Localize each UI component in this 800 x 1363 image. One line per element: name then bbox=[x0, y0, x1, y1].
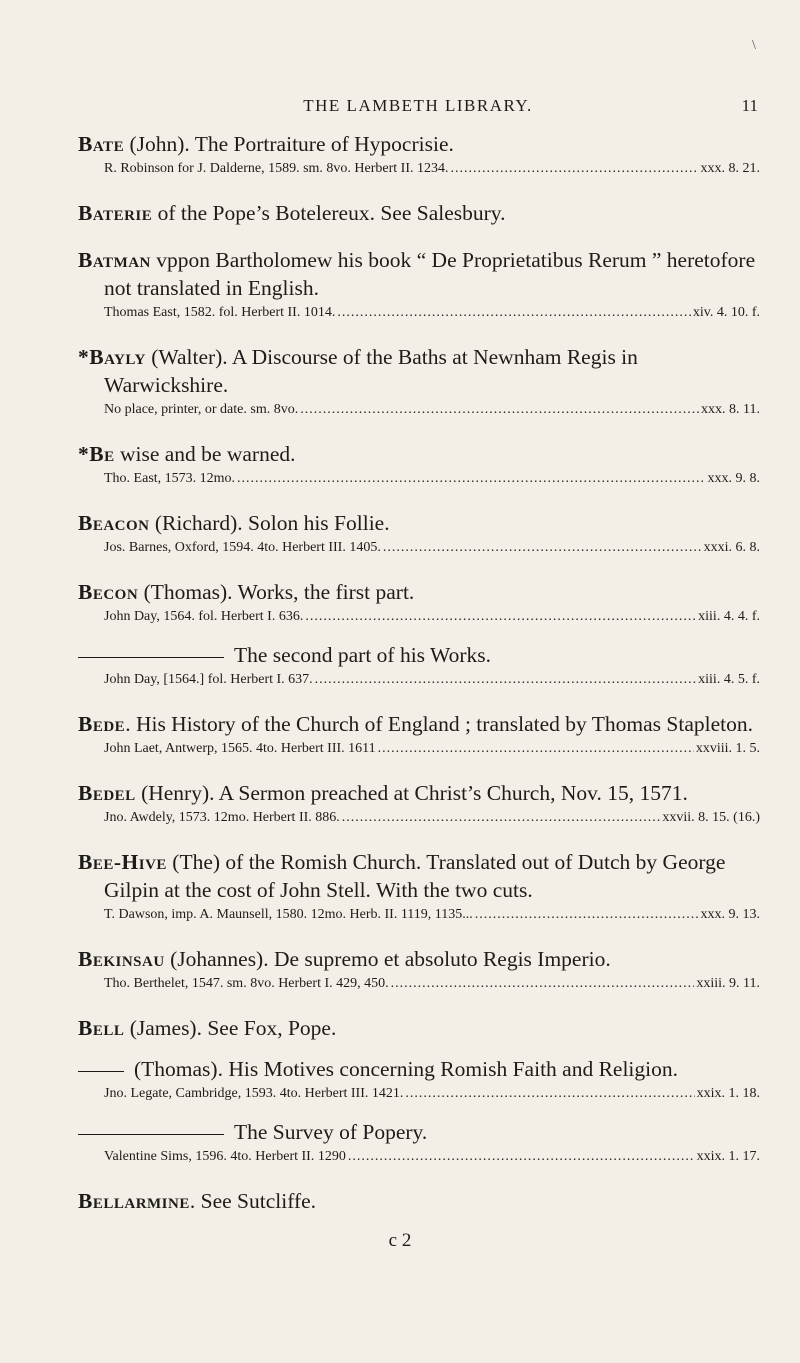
dot-leader bbox=[451, 158, 699, 180]
imprint-text: T. Dawson, imp. A. Maunsell, 1580. 12mo. Herb. II. 1119, 1135... bbox=[104, 907, 473, 922]
shelf-reference: xxviii. 1. 5. bbox=[695, 741, 760, 756]
entry-heading bbox=[78, 1014, 760, 1042]
imprint-text: No place, printer, or date. sm. 8vo. bbox=[104, 402, 299, 417]
page-title: THE LAMBETH LIBRARY. bbox=[303, 96, 533, 115]
entry-imprint bbox=[78, 904, 760, 926]
entry-heading bbox=[78, 1187, 760, 1215]
entry-author-name: *Be bbox=[78, 442, 115, 466]
entry-imprint bbox=[78, 738, 760, 760]
entry-author-name: Baterie bbox=[78, 201, 153, 225]
imprint-text: Thomas East, 1582. fol. Herbert II. 1014. bbox=[104, 305, 336, 320]
dot-leader bbox=[383, 537, 702, 559]
entry-imprint bbox=[78, 807, 760, 829]
entry-title: (John). The Portraiture of Hypocrisie. bbox=[124, 132, 454, 156]
entry-author-name: Bede bbox=[78, 712, 126, 736]
entry-heading bbox=[78, 343, 760, 399]
entry-title: vppon Bartholomew his book “ De Proprietatibus Rerum ” heretofore not translated in English. bbox=[104, 248, 756, 300]
entry-title: The second part of his Works. bbox=[234, 643, 492, 667]
entry-heading bbox=[78, 440, 760, 468]
shelf-reference: xiii. 4. 4. f. bbox=[698, 609, 760, 624]
entry-title: (The) of the Romish Church. Translated out of Dutch by George Gilpin at the cost of John Stell. With the two cuts. bbox=[104, 850, 726, 902]
entry-author-name: Bell bbox=[78, 1016, 125, 1040]
catalogue-entry bbox=[78, 1014, 760, 1042]
shelf-reference: xxxi. 6. 8. bbox=[703, 540, 760, 555]
catalogue-entry bbox=[78, 246, 760, 324]
catalogue-entry bbox=[78, 710, 760, 760]
entry-heading bbox=[78, 848, 760, 904]
shelf-reference: xxvii. 8. 15. (16.) bbox=[662, 810, 760, 825]
imprint-text: R. Robinson for J. Dalderne, 1589. sm. 8vo. Herbert II. 1234. bbox=[104, 161, 449, 176]
entry-title: (Richard). Solon his Follie. bbox=[149, 511, 390, 535]
catalogue-entry bbox=[78, 578, 760, 628]
entry-heading bbox=[78, 945, 760, 973]
ditto-rule bbox=[78, 657, 224, 658]
ditto-rule bbox=[78, 1134, 224, 1135]
dot-leader bbox=[305, 606, 696, 628]
dot-leader bbox=[337, 302, 691, 324]
imprint-text: Tho. East, 1573. 12mo. bbox=[104, 471, 236, 486]
entry-heading bbox=[78, 246, 760, 302]
entry-title: (Thomas). Works, the first part. bbox=[138, 580, 415, 604]
entry-imprint bbox=[78, 973, 760, 995]
entry-heading bbox=[78, 130, 760, 158]
dot-leader bbox=[378, 738, 694, 760]
entry-title: (Johannes). De supremo et absoluto Regis Imperio. bbox=[164, 947, 611, 971]
entry-author-name: Bate bbox=[78, 132, 125, 156]
catalogue-entry bbox=[78, 848, 760, 926]
entry-imprint bbox=[78, 302, 760, 324]
entry-imprint bbox=[78, 1083, 760, 1105]
page-number: 11 bbox=[741, 96, 758, 115]
shelf-reference: xiv. 4. 10. f. bbox=[692, 305, 760, 320]
entry-imprint bbox=[78, 669, 760, 691]
dot-leader bbox=[405, 1083, 694, 1105]
entry-heading bbox=[78, 641, 760, 669]
dot-leader bbox=[391, 973, 695, 995]
dot-leader bbox=[475, 904, 699, 926]
shelf-reference: xxx. 9. 13. bbox=[700, 907, 760, 922]
imprint-text: Jos. Barnes, Oxford, 1594. 4to. Herbert III. 1405. bbox=[104, 540, 381, 555]
catalogue-entry bbox=[78, 1187, 760, 1215]
entry-heading bbox=[78, 199, 760, 227]
shelf-reference: xxx. 9. 8. bbox=[707, 471, 760, 486]
imprint-text: John Day, 1564. fol. Herbert I. 636. bbox=[104, 609, 304, 624]
catalogue-entry bbox=[78, 130, 760, 180]
entry-title: The Survey of Popery. bbox=[234, 1120, 428, 1144]
shelf-reference: xxx. 8. 11. bbox=[701, 402, 760, 417]
catalogue-entry bbox=[78, 945, 760, 995]
entry-title: of the Pope’s Botelereux. See Salesbury. bbox=[152, 201, 506, 225]
imprint-text: Jno. Awdely, 1573. 12mo. Herbert II. 886. bbox=[104, 810, 340, 825]
entry-heading bbox=[78, 779, 760, 807]
dot-leader bbox=[315, 669, 697, 691]
entry-imprint bbox=[78, 399, 760, 421]
entry-author-name: Becon bbox=[78, 580, 139, 604]
imprint-text: John Day, [1564.] fol. Herbert I. 637. bbox=[104, 672, 313, 687]
entry-imprint bbox=[78, 537, 760, 559]
entry-imprint bbox=[78, 1146, 760, 1168]
entry-title: wise and be warned. bbox=[114, 442, 296, 466]
running-header bbox=[78, 96, 758, 120]
entry-author-name: Batman bbox=[78, 248, 151, 272]
entry-imprint bbox=[78, 158, 760, 180]
entry-author-name: Bellarmine bbox=[78, 1189, 190, 1213]
entry-heading bbox=[78, 578, 760, 606]
entry-heading bbox=[78, 710, 760, 738]
ditto-rule bbox=[78, 1071, 124, 1072]
catalogue-entries bbox=[78, 130, 760, 1234]
entry-author-name: Bedel bbox=[78, 781, 136, 805]
entry-title: . His History of the Church of England ; translated by Thomas Stapleton. bbox=[125, 712, 753, 736]
entry-author-name: Beacon bbox=[78, 511, 150, 535]
entry-heading bbox=[78, 1055, 760, 1083]
entry-author-name: *Bayly bbox=[78, 345, 146, 369]
signature-mark: c 2 bbox=[388, 1230, 412, 1251]
entry-imprint bbox=[78, 606, 760, 628]
entry-title: (Walter). A Discourse of the Baths at Newnham Regis in Warwickshire. bbox=[104, 345, 638, 397]
imprint-text: Tho. Berthelet, 1547. sm. 8vo. Herbert I. 429, 450. bbox=[104, 976, 389, 991]
corner-mark: \ bbox=[752, 38, 756, 53]
catalogue-entry bbox=[78, 199, 760, 227]
dot-leader bbox=[300, 399, 699, 421]
shelf-reference: xxiii. 9. 11. bbox=[696, 976, 760, 991]
catalogue-entry bbox=[78, 641, 760, 691]
dot-leader bbox=[237, 468, 705, 490]
shelf-reference: xxix. 1. 17. bbox=[696, 1149, 760, 1164]
entry-heading bbox=[78, 509, 760, 537]
entry-author-name: Bee-Hive bbox=[78, 850, 167, 874]
imprint-text: Valentine Sims, 1596. 4to. Herbert II. 1290 bbox=[104, 1149, 346, 1164]
catalogue-entry bbox=[78, 343, 760, 421]
imprint-text: John Laet, Antwerp, 1565. 4to. Herbert III. 1611 bbox=[104, 741, 376, 756]
catalogue-entry bbox=[78, 509, 760, 559]
catalogue-entry bbox=[78, 1055, 760, 1105]
entry-title: (Thomas). His Motives concerning Romish Faith and Religion. bbox=[134, 1057, 679, 1081]
entry-title: . See Sutcliffe. bbox=[189, 1189, 317, 1213]
shelf-reference: xxx. 8. 21. bbox=[700, 161, 760, 176]
imprint-text: Jno. Legate, Cambridge, 1593. 4to. Herbert III. 1421. bbox=[104, 1086, 404, 1101]
catalogue-entry bbox=[78, 440, 760, 490]
entry-author-name: Bekinsau bbox=[78, 947, 165, 971]
dot-leader bbox=[342, 807, 661, 829]
shelf-reference: xiii. 4. 5. f. bbox=[698, 672, 760, 687]
entry-imprint bbox=[78, 468, 760, 490]
entry-heading bbox=[78, 1118, 760, 1146]
catalogue-entry bbox=[78, 1118, 760, 1168]
entry-title: (Henry). A Sermon preached at Christ’s Church, Nov. 15, 1571. bbox=[135, 781, 688, 805]
dot-leader bbox=[348, 1146, 695, 1168]
entry-title: (James). See Fox, Pope. bbox=[124, 1016, 337, 1040]
shelf-reference: xxix. 1. 18. bbox=[696, 1086, 760, 1101]
catalogue-entry bbox=[78, 779, 760, 829]
